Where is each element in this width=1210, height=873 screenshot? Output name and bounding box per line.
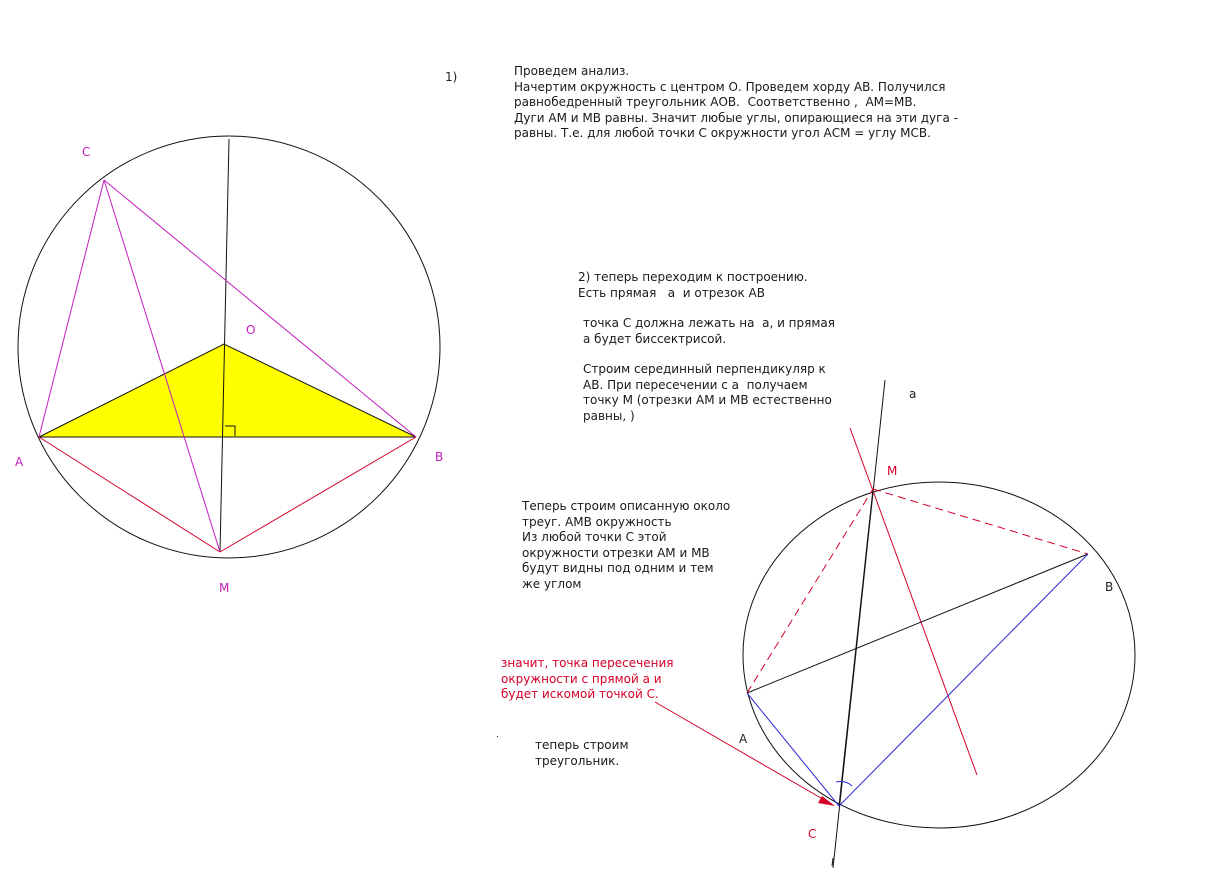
fig2-circumcircle [743,482,1135,828]
perpendicular-text: Строим серединный перпендикуляр к АВ. При пересечении с а получаем точку М (отрезки АМ и МВ естественно равны, ) [583,362,832,423]
final-step-text: теперь строим треугольник. [535,738,629,768]
stray-dot [497,736,498,737]
fig2-label-a: A [739,732,748,746]
fig1-label-a: A [15,455,24,469]
step-number-1: 1) [445,70,458,84]
conclusion-text: значит, точка пересечения окружности с прямой а и будет искомой точкой С. [501,656,674,701]
fig2-label-c: C [808,827,817,841]
fig1-line-ca [39,180,104,437]
fig2-segment-bc [839,554,1088,806]
pointer-arrow [655,702,833,805]
fig1-label-m: M [219,581,230,595]
fig2-dashed-mb [873,489,1088,554]
fig1-label-o: O [246,323,256,337]
fig2-label-m: M [887,464,898,478]
analysis-text: Проведем анализ. Начертим окружность с центром О. Проведем хорду АВ. Получился равнобедренный треугольник АОВ. Соответственно , АМ=МВ. Дуги АМ и МВ равны. Значит любые углы, опирающиеся на эти дуга - равны. Т.е. для любой точки С окружности угол АСМ = углу МСВ. [514,64,958,140]
perpendicular-bisector [850,428,977,775]
circumscribed-text: Теперь строим описанную около треуг. АМВ окружность Из любой точки С этой окружности отрезки АМ и МВ будут видны под одним и тем же углом [522,499,731,591]
angle-mark-c [836,782,852,787]
construction-intro-text: 2) теперь переходим к построению. Есть прямая а и отрезок АВ [578,270,808,300]
fig2-label-line-a: а [909,387,917,401]
fig2-segment-ac [747,693,839,806]
fig1-label-b: B [435,450,444,464]
fig1-line-mb [220,437,416,552]
fig2-segment-ab [747,554,1088,693]
fig2-label-b: B [1105,580,1114,594]
fig1-label-c: C [82,145,91,159]
point-c-condition-text: точка С должна лежать на а, и прямая а будет биссектрисой. [583,316,835,346]
fig1-line-am [39,437,220,552]
